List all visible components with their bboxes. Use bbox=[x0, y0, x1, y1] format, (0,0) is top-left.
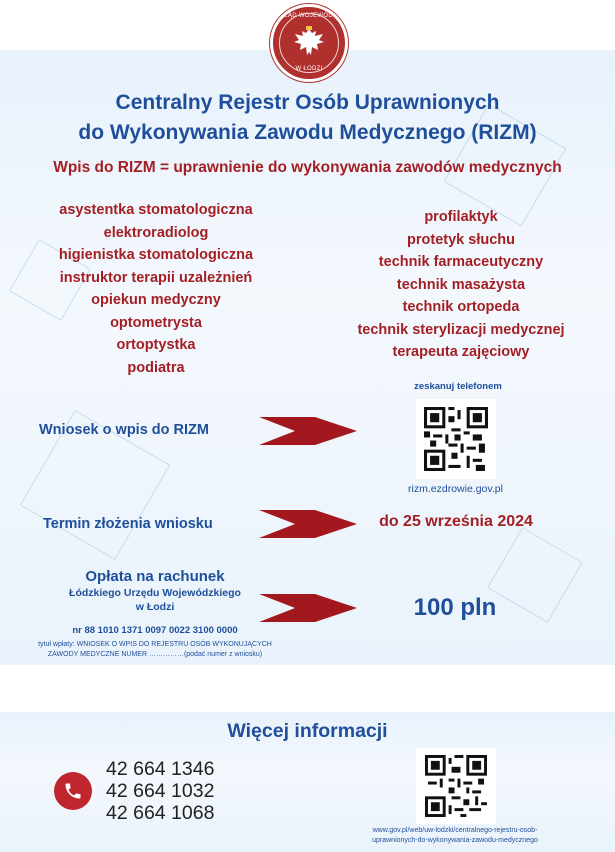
fee-transfer-title-line2: ZAWODY MEDYCZNE NUMER ……………(podać numer z wniosku) bbox=[47, 651, 263, 658]
emblem-top-text: URZĄD WOJEWÓDZKI bbox=[274, 13, 344, 19]
profession-item: higienistka stomatologiczna bbox=[58, 247, 254, 263]
arrow-right-icon bbox=[259, 510, 357, 538]
profession-item: technik farmaceutyczny bbox=[378, 254, 544, 270]
phone-number[interactable]: 42 664 1346 bbox=[106, 758, 215, 780]
qr-code-icon[interactable] bbox=[416, 748, 496, 824]
deadline-value: do 25 września 2024 bbox=[379, 513, 533, 530]
scan-label: zeskanuj telefonem bbox=[414, 381, 502, 392]
profession-item: podiatra bbox=[127, 359, 185, 376]
phone-list bbox=[106, 758, 214, 824]
profession-item: terapeuta zajęciowy bbox=[392, 344, 530, 360]
fee-transfer-title bbox=[0, 640, 310, 660]
fee-amount: 100 pln bbox=[413, 594, 497, 621]
phone-handset-icon bbox=[63, 781, 83, 801]
phone-icon bbox=[54, 772, 92, 810]
eagle-emblem-icon bbox=[270, 4, 348, 82]
arrow-right-icon bbox=[259, 594, 357, 622]
professions-right-list bbox=[322, 206, 600, 364]
profession-item: technik masażysta bbox=[396, 276, 526, 293]
profession-item: elektroradiolog bbox=[103, 224, 209, 241]
qr-code-graphic bbox=[425, 755, 487, 817]
more-info-url[interactable] bbox=[330, 826, 580, 846]
application-label: Wniosek o wpis do RIZM bbox=[39, 422, 209, 438]
more-info-url-line2: uprawnionych-do-wykonywania-zawodu-medycznego bbox=[372, 837, 538, 844]
fee-transfer-title-line1: tytuł wpłaty: WNIOSEK O WPIS DO REJESTRU OSÓB WYKONUJĄCYCH bbox=[38, 641, 272, 648]
profession-item: profilaktyk bbox=[424, 209, 498, 225]
emblem-bottom-text: W ŁODZI bbox=[295, 66, 323, 72]
page-subtitle: Wpis do RIZM = uprawnienie do wykonywania zawodów medycznych bbox=[53, 159, 562, 176]
fee-block bbox=[20, 567, 290, 614]
arrow-right-icon bbox=[259, 417, 357, 445]
qr-code-icon[interactable] bbox=[416, 399, 496, 479]
fee-office-line1: Łódzkiego Urzędu Wojewódzkiego bbox=[69, 587, 241, 599]
profession-item: protetyk słuchu bbox=[407, 231, 515, 248]
profession-item: instruktor terapii uzależnień bbox=[59, 269, 253, 286]
profession-item: optometrysta bbox=[110, 314, 202, 331]
page-title-line1: Centralny Rejestr Osób Uprawnionych bbox=[115, 91, 500, 114]
fee-office-line2: w Łodzi bbox=[135, 601, 175, 613]
phone-number[interactable]: 42 664 1068 bbox=[106, 802, 215, 824]
page-title-line2: do Wykonywania Zawodu Medycznego (RIZM) bbox=[78, 121, 537, 144]
phone-number[interactable]: 42 664 1032 bbox=[106, 780, 215, 802]
professions-left-list bbox=[20, 199, 292, 379]
qr-code-graphic bbox=[424, 407, 488, 471]
deadline-label: Termin złożenia wniosku bbox=[43, 516, 213, 532]
profession-item: asystentka stomatologiczna bbox=[59, 202, 253, 218]
fee-account-number: nr 88 1010 1371 0097 0022 3100 0000 bbox=[72, 625, 238, 636]
application-url[interactable]: rizm.ezdrowie.gov.pl bbox=[408, 483, 503, 495]
fee-label: Opłata na rachunek bbox=[85, 568, 225, 585]
profession-item: technik ortopeda bbox=[402, 299, 520, 315]
profession-item: ortoptystka bbox=[116, 337, 196, 353]
profession-item: opiekun medyczny bbox=[91, 292, 221, 308]
profession-item: technik sterylizacji medycznej bbox=[357, 321, 565, 338]
more-info-url-line1: www.gov.pl/web/uw-lodzki/centralnego-rejestru-osob- bbox=[372, 827, 538, 834]
more-info-heading: Więcej informacji bbox=[227, 720, 388, 742]
